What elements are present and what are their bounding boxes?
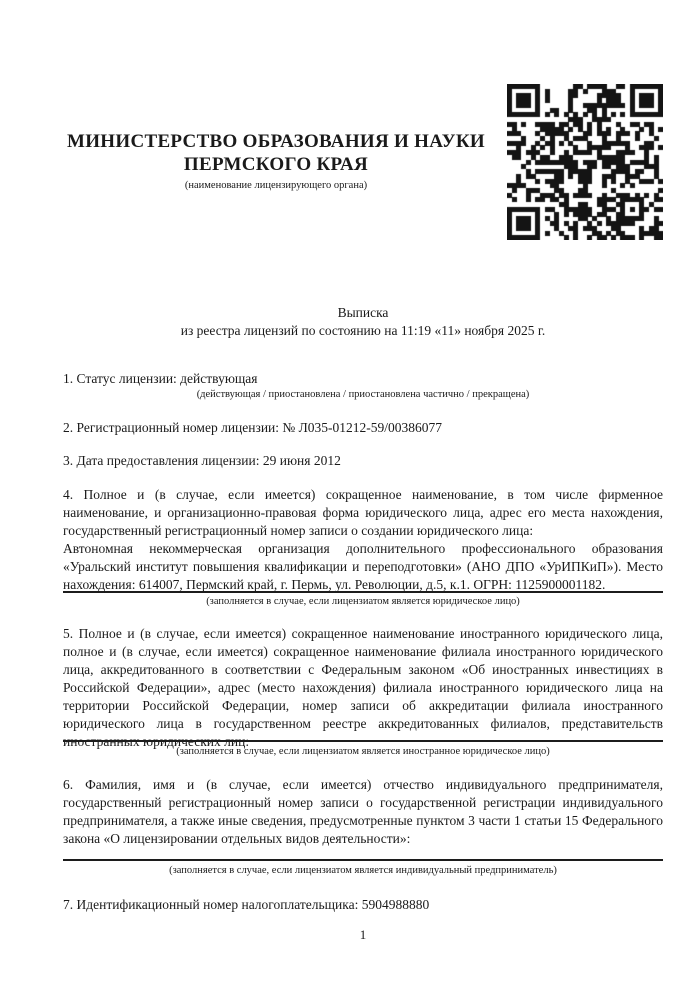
item-6-caption: (заполняется в случае, если лицензиатом является индивидуальный предприниматель) (169, 865, 557, 876)
ministry-name-line2: ПЕРМСКОГО КРАЯ (183, 154, 369, 175)
item-2-registration-number: 2. Регистрационный номер лицензии: № Л035-01212-59/00386077 (63, 420, 443, 435)
item-4-caption: (заполняется в случае, если лицензиатом является юридическое лицо) (206, 596, 520, 607)
document-title-line2: из реестра лицензий по состоянию на 11:19 «11» ноября 2025 г. (180, 323, 546, 338)
licensing-authority-caption: (наименование лицензирующего органа) (184, 180, 368, 191)
item-1-caption: (действующая / приостановлена / приостановлена частично / прекращена) (196, 389, 530, 400)
item-5-caption: (заполняется в случае, если лицензиатом является иностранное юридическое лицо) (176, 746, 550, 757)
item-7-taxpayer-id: 7. Идентификационный номер налогоплательщика: 5904988880 (63, 897, 430, 912)
item-4-fill-line (63, 591, 663, 593)
item-4-legal-entity (63, 486, 663, 594)
item-3-grant-date: 3. Дата предоставления лицензии: 29 июня 2012 (63, 453, 341, 468)
item-4-question: 4. Полное и (в случае, если имеется) сокращенное наименование, в том числе фирменное наименование, и организационно-правовая форма юридического лица, адрес его места нахождения, государственный регистрационный номер записи о создании юридического лица: (63, 487, 663, 538)
item-6-fill-line (63, 859, 663, 861)
page-number: 1 (359, 927, 367, 942)
qr-code (507, 84, 663, 240)
item-4-answer: Автономная некоммерческая организация дополнительного профессионального образования «Уральский институт повышения квалификации и переподготовки» (АНО ДПО «УрИПКиП»). Место нахождения: 614007, Пермский край, г. Пермь, ул. Революции, д.5, к.1. ОГРН: 1125900001182. (63, 541, 663, 592)
item-6-individual-entrepreneur: 6. Фамилия, имя и (в случае, если имеется) отчество индивидуального предпринимателя, государственный регистрационный номер записи о государственной регистрации индивидуального предпринимателя, а также иные сведения, предусмотренные пунктом 3 части 1 статьи 15 Федерального закона «О лицензировании отдельных видов деятельности»: (63, 777, 663, 846)
licensing-authority-header (63, 130, 489, 192)
ministry-name-line1: МИНИСТЕРСТВО ОБРАЗОВАНИЯ И НАУКИ (66, 131, 486, 152)
item-1-license-status: 1. Статус лицензии: действующая (63, 371, 258, 386)
document-title (63, 304, 663, 340)
item-5-foreign-entity: 5. Полное и (в случае, если имеется) сокращенное наименование иностранного юридического лица, полное и (в случае, если имеется) сокращенное наименование филиала иностранного юридического лица, аккредитованного в соответствии с Федеральным законом «Об иностранных инвестициях в Российской Федерации», адрес (место нахождения) филиала иностранного юридического лица на территории Российской Федерации, номер записи об аккредитации филиала иностранного юридического лица в государственном реестре аккредитованных филиалов, представительств иностранных юридических лиц: (63, 626, 663, 749)
document-title-line1: Выписка (337, 305, 389, 320)
item-5-fill-line (63, 740, 663, 742)
